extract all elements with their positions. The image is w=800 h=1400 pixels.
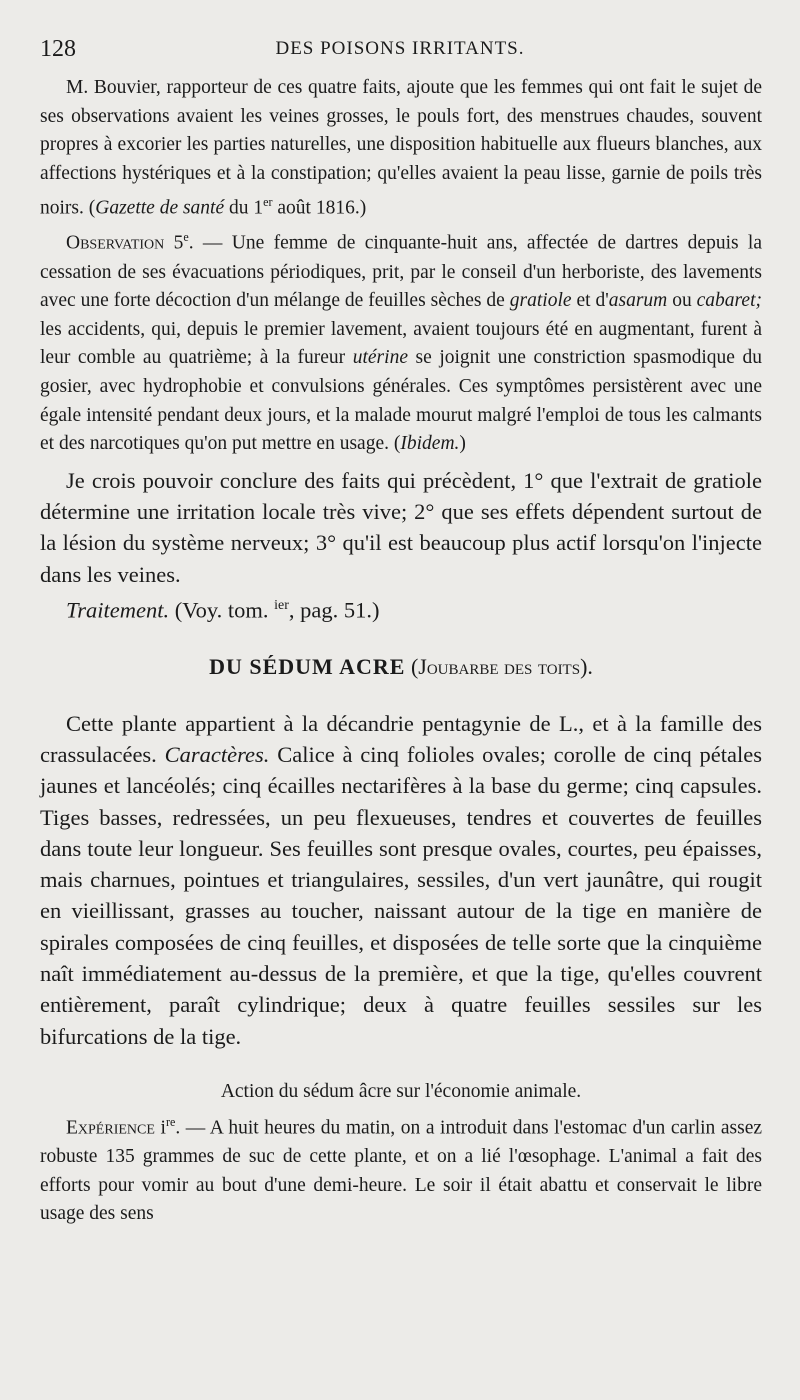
page-body: [40, 74, 762, 1229]
section-title: DU SÉDUM ACRE (Joubarbe des toits).: [209, 653, 593, 679]
paragraph-observation-5: Observation 5e. — Une femme de cinquante-huit ans, affectée de dartres depuis la cessation de ses évacuations périodiques, prit, par le conseil d'un herboriste, des lavements avec une forte décoction d'un mélange de feuilles sèches de gratiole et d'asarum ou cabaret; les accidents, qui, depuis le premier lavement, avaient toujours été en augmentant, furent à leur comble au quatrième; à la fureur utérine se joignit une constriction spasmodique du gosier, avec hydrophobie et convulsions générales. Ces symptômes persistèrent avec une égale intensité pendant deux jours, et la malade mourut malgré l'emploi de tous les calmants et des narcotiques qu'on put mettre en usage. (Ibidem.): [40, 230, 762, 455]
page-number: 128: [40, 36, 76, 62]
treatment-reference: Traitement. (Voy. tom. $^{ier}$, pag. 51.): [66, 597, 380, 623]
observation-label: Observation: [66, 232, 165, 254]
paragraph-bouvier: M. Bouvier, rapporteur de ces quatre faits, ajoute que les femmes qui ont fait le sujet de ses observations avaient les veines grosses, le pouls fort, des menstrues chaudes, souvent propres à excorier les parties naturelles, une disposition habituelle aux flueurs blanches, aux affections hystériques et à la constipation; qu'elles avaient la peau lisse, garnie de poils très noirs. (Gazette de santé du 1er août 1816.): [40, 77, 762, 219]
running-title: DES POISONS IRRITANTS.: [275, 38, 525, 59]
paragraph-plant-description: Cette plante appartient à la décandrie pentagynie de L., et à la famille des crassulacées. Caractères. Calice à cinq folioles ovales; corolle de cinq pétales jaunes et lancéolés; cinq écailles nectarifères à la base du germe; cinq capsules. Tiges basses, redressées, un peu flexueuses, tendres et couvertes de feuilles dans toute leur longueur. Ses feuilles sont presque ovales, courtes, peu épaisses, mais charnues, pointues et triangulaires, sessiles, d'un vert jaunâtre, qui rougit en vieillissant, grasses au toucher, naissant autour de la tige en manière de spirales composées de cinq feuilles, et disposées de telle sorte que la cinquième naît immédiatement au-dessus de la première, et que la tige, qu'elles couvrent entièrement, paraît cylindrique; deux à quatre feuilles sessiles sur les bifurcations de la tige.: [40, 710, 763, 1049]
paragraph-experience-1: Expérience $i^{re}$. — A huit heures du matin, on a introduit dans l'estomac d'un carlin assez robuste 135 grammes de suc de cette plante, et on a lié l'œsophage. L'animal a fait des efforts pour vomir au bout d'une demi-heure. Le soir il était abattu et conservait le libre usage des sens: [40, 1114, 763, 1225]
paragraph-conclusion: Je crois pouvoir conclure des faits qui précèdent, 1° que l'extrait de gratiole détermine une irritation locale très vive; 2° que ses effets dépendent surtout de la lésion du système nerveux; 3° qu'il est beaucoup plus actif lorsqu'on l'injecte dans les veines.: [40, 467, 762, 587]
experience-label: Expérience: [66, 1117, 155, 1139]
sub-heading: Action du sédum âcre sur l'économie animale.: [220, 1080, 582, 1102]
